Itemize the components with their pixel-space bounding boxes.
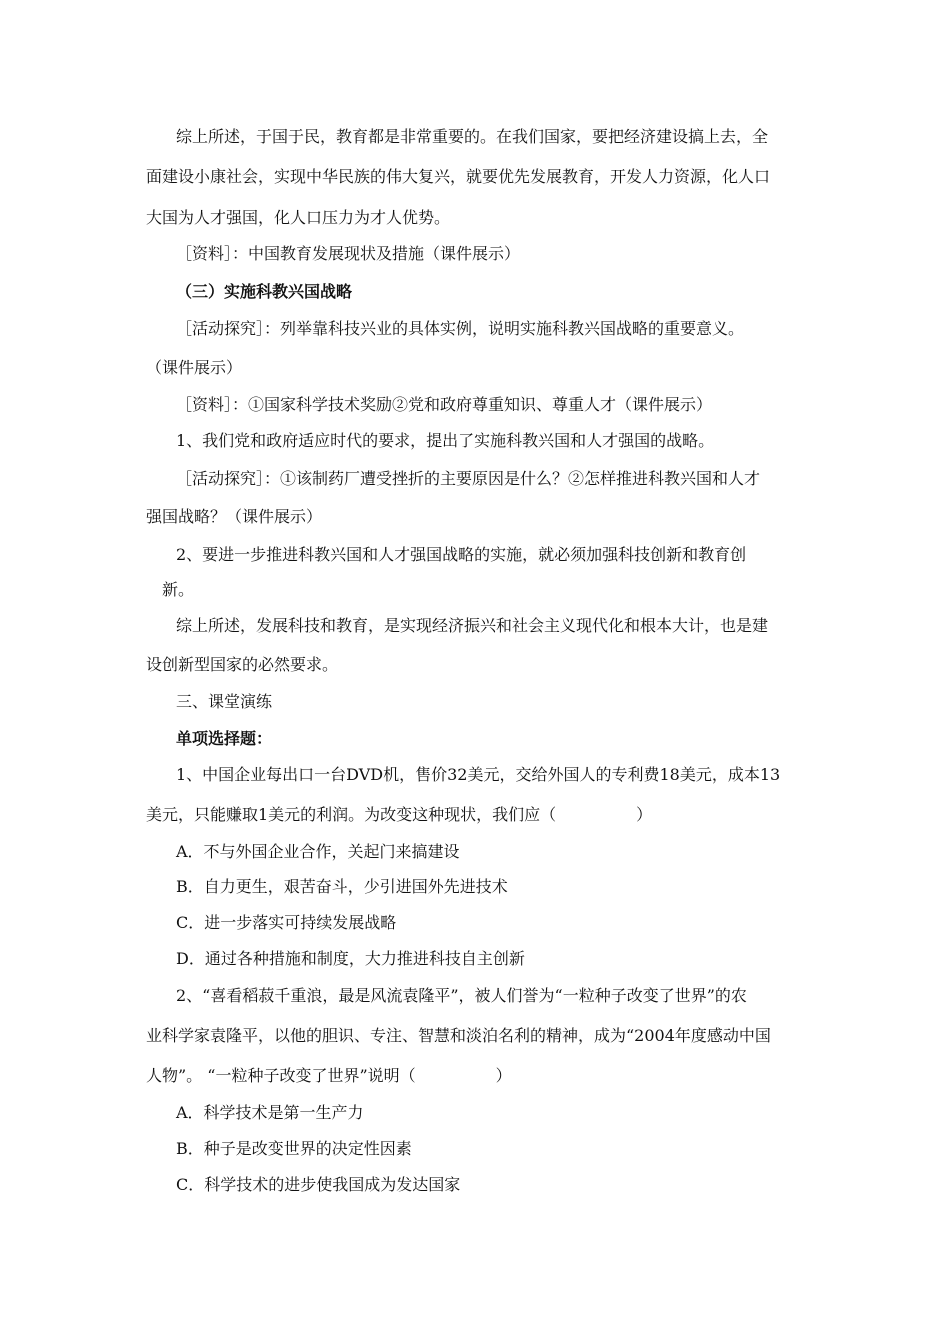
question-2-line-3: 人物”。 “一粒种子改变了世界”说明（ ） xyxy=(146,1066,512,1085)
point-1-strategy: 1、我们党和政府适应时代的要求，提出了实施科教兴国和人才强国的战略。 xyxy=(176,431,715,450)
question-1-option-b: B．自力更生，艰苦奋斗，少引进国外先进技术 xyxy=(176,877,508,896)
section-heading-practice: 三、课堂演练 xyxy=(176,692,273,711)
question-1-option-c: C．进一步落实可持续发展战略 xyxy=(176,913,397,932)
question-1-option-d: D．通过各种措施和制度，大力推进科技自主创新 xyxy=(176,949,525,968)
question-2-option-c: C．科学技术的进步使我国成为发达国家 xyxy=(176,1175,461,1194)
paragraph-summary-tech-line-2: 设创新型国家的必然要求。 xyxy=(146,655,339,674)
question-2-line-1: 2、“喜看稻菽千重浪，最是风流袁隆平”，被人们誉为“一粒种子改变了世界”的农 xyxy=(176,986,747,1005)
paragraph-summary-education-line-1: 综上所述，于国于民，教育都是非常重要的。在我们国家，要把经济建设搞上去，全 xyxy=(176,127,769,146)
paragraph-summary-education-line-2: 面建设小康社会，实现中华民族的伟大复兴，就要优先发展教育，开发人力资源，化人口 xyxy=(146,167,771,186)
activity-explore-line-1: ［活动探究］：列举靠科技兴业的具体实例，说明实施科教兴国战略的重要意义。 xyxy=(176,319,745,338)
question-1-line-1: 1、中国企业每出口一台DVD机，售价32美元，交给外国人的专利费18美元，成本13 xyxy=(176,765,781,784)
activity-explore-2-line-2: 强国战略？（课件展示） xyxy=(146,507,323,526)
activity-explore-2-line-1: ［活动探究］：①该制药厂遭受挫折的主要原因是什么？②怎样推进科教兴国和人才 xyxy=(176,469,761,488)
question-1-option-a: A．不与外国企业合作，关起门来搞建设 xyxy=(176,842,460,861)
subheading-single-choice: 单项选择题： xyxy=(176,729,273,748)
question-1-line-2: 美元，只能赚取1美元的利润。为改变这种现状，我们应（ ） xyxy=(146,805,653,824)
paragraph-summary-education-line-3: 大国为人才强国，化人口压力为才人优势。 xyxy=(146,208,451,227)
question-2-option-a: A．科学技术是第一生产力 xyxy=(176,1103,364,1122)
section-heading-strategy: （三）实施科教兴国战略 xyxy=(176,282,353,301)
material-science-awards: ［资料］：①国家科学技术奖励②党和政府尊重知识、尊重人才（课件展示） xyxy=(176,395,713,414)
point-2-line-2: 新。 xyxy=(162,580,195,599)
point-2-line-1: 2、要进一步推进科教兴国和人才强国战略的实施，就必须加强科技创新和教育创 xyxy=(176,545,747,564)
material-education-status: ［资料］：中国教育发展现状及措施（课件展示） xyxy=(176,244,521,263)
paragraph-summary-tech-line-1: 综上所述，发展科技和教育，是实现经济振兴和社会主义现代化和根本大计，也是建 xyxy=(176,616,769,635)
question-2-option-b: B．种子是改变世界的决定性因素 xyxy=(176,1139,412,1158)
activity-explore-line-2: （课件展示） xyxy=(146,358,243,377)
question-2-line-2: 业科学家袁隆平，以他的胆识、专注、智慧和淡泊名利的精神，成为“2004年度感动中国 xyxy=(146,1026,771,1045)
